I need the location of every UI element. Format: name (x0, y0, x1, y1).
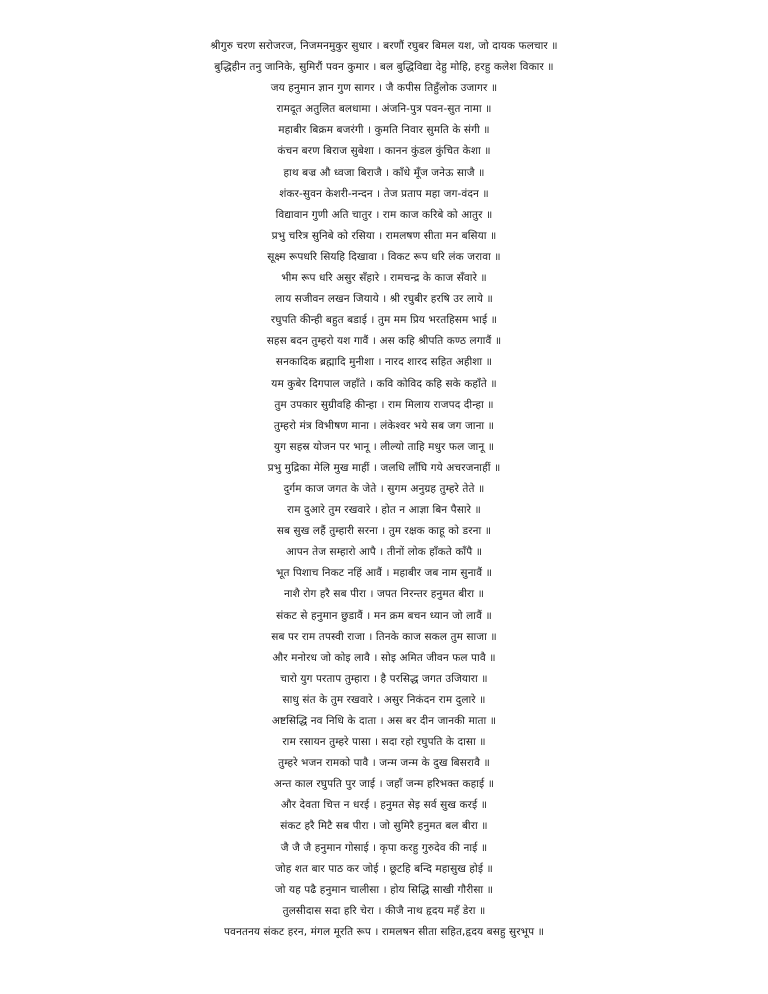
verse-line-27: नाशै रोग हरै सब पीरा । जपत निरन्तर हनुमत बीरा ॥ (283, 588, 484, 601)
verse-line-4: रामदूत अतुलित बलधामा । अंजनि-पुत्र पवन-सुत नामा ॥ (276, 103, 492, 116)
verse-line-5: महाबीर बिक्रम बजरंगी । कुमति निवार सुमति के संगी ॥ (278, 124, 490, 137)
verse-line-22: दुर्गम काज जगत के जेते । सुगम अनुग्रह तुम्हरे तेते ॥ (283, 482, 485, 495)
verse-line-33: अष्टसिद्धि नव निधि के दाता । अस बर दीन जानकी माता ॥ (271, 715, 497, 727)
verse-line-2: बुद्धिहीन तनु जानिके, सुमिरौं पवन कुमार । बल बुद्धिविद्या देहु मोहि, हरहु कलेश विकार ॥ (214, 61, 554, 74)
verse-line-17: यम कुबेर दिगपाल जहाँते । कवि कोविद कहि सके कहाँते ॥ (271, 377, 497, 390)
verse-line-13: लाय सजीवन लखन जियाये । श्री रघुबीर हरषि उर लाये ॥ (275, 293, 493, 306)
verse-line-19: तुम्हरो मंत्र विभीषण माना । लंकेश्वर भये सब जग जाना ॥ (273, 419, 495, 432)
verse-line-36: अन्त काल रघुपति पुर जाई । जहाँ जन्म हरिभक्त कहाई ॥ (273, 778, 495, 791)
verse-line-31: चारो युग परताप तुम्हारा । है परसिद्ध जगत उजियारा ॥ (280, 672, 488, 685)
verse-line-10: प्रभु चरित्र सुनिबे को रसिया । रामलषण सीता मन बसिया ॥ (271, 229, 497, 242)
verse-line-43: पवनतनय संकट हरन, मंगल मूरति रूप । रामलषन सीता सहित,हृदय बसहु सुरभूप ॥ (223, 925, 545, 938)
verse-line-3: जय हनुमान ज्ञान गुण सागर । जै कपीस तिहुँलोक उजागर ॥ (270, 82, 498, 95)
verse-line-9: विद्यावान गुणी अति चातुर । राम काज करिबे को आतुर ॥ (275, 208, 493, 221)
verse-line-38: संकट हरै मिटै सब पीरा । जो सुमिरै हनुमत बल बीरा ॥ (280, 820, 488, 833)
verse-line-26: भूत पिशाच निकट नहिं आवैं । महाबीर जब नाम सुनावैं ॥ (276, 567, 492, 580)
verse-line-15: सहस बदन तुम्हरो यश गावैं । अस कहि श्रीपति कण्ठ लगावैं ॥ (266, 335, 502, 348)
verse-line-1: श्रीगुरु चरण सरोजरज, निजमनमुकुर सुधार । बरणौं रघुबर बिमल यश, जो दायक फलचार ॥ (210, 40, 558, 52)
verse-line-8: शंकर-सुवन केशरी-नन्दन । तेज प्रताप महा जग-वंदन ॥ (279, 187, 489, 200)
verse-line-6: कंचन बरण बिराज सुबेशा । कानन कुंडल कुंचित केशा ॥ (277, 145, 491, 158)
verse-line-24: सब सुख लहैं तुम्हारी सरना । तुम रक्षक काहू को डरना ॥ (276, 525, 492, 538)
verse-line-16: सनकादिक ब्रह्मादि मुनीशा । नारद शारद सहित अहीशा ॥ (275, 356, 493, 369)
verse-line-37: और देवता चित्त न धरई । हनुमत सेइ सर्व सुख करई ॥ (280, 799, 488, 812)
verse-line-14: रघुपति कीन्ही बहुत बडाई । तुम मम प्रिय भरतहिसम भाई ॥ (270, 314, 498, 327)
verse-line-23: राम दुआरे तुम रखवारे । होत न आज्ञा बिन पैसारे ॥ (287, 504, 481, 517)
verse-line-30: और मनोरध जो कोइ लावै । सोइ अमित जीवन फल पावै ॥ (272, 651, 496, 664)
verse-line-12: भीम रूप धरि असुर सँहारे । रामचन्द्र के काज सँवारे ॥ (281, 272, 487, 285)
verse-line-32: साधु संत के तुम रखवारे । असुर निकंदन राम दुलारे ॥ (282, 693, 486, 706)
verse-line-11: सूक्ष्म रूपधरि सियहि दिखावा । विकट रूप धरि लंक जरावा ॥ (267, 250, 501, 263)
verse-line-39: जै जै जै हनुमान गोसाई । कृपा करहु गुरुदेव की नाई ॥ (280, 841, 488, 854)
verse-line-29: सब पर राम तपस्वी राजा । तिनके काज सकल तुम साजा ॥ (271, 630, 497, 643)
verse-line-40: जोह शत बार पाठ कर जोई । छूटहि बन्दि महासुख होई ॥ (275, 862, 493, 875)
document-page (0, 36, 768, 943)
verse-line-21: प्रभु मुद्रिका मेलि मुख माहीं । जलधि लाँघि गये अचरजनाहीं ॥ (267, 461, 501, 474)
verse-line-34: राम रसायन तुम्हरे पासा । सदा रहो रघुपति के दासा ॥ (282, 736, 486, 749)
verse-line-20: युग सहस्र योजन पर भानू । लील्यो ताहि मधुर फल जानू ॥ (273, 440, 495, 453)
verse-line-41: जो यह पढै हनुमान चालीसा । होय सिद्धि साखी गौरीसा ॥ (274, 883, 494, 896)
verse-line-7: हाथ बज्र औ ध्वजा बिराजै । काँधे मूँज जनेऊ साजै ॥ (283, 166, 485, 179)
verse-line-42: तुलसीदास सदा हरि चेरा । कीजै नाथ हृदय महँ डेरा ॥ (282, 904, 486, 917)
verse-line-18: तुम उपकार सुग्रीवहि कीन्हा । राम मिलाय राजपद दीन्हा ॥ (274, 398, 494, 411)
verse-line-35: तुम्हरे भजन रामको पावै । जन्म जन्म के दुख बिसरावै ॥ (278, 757, 490, 770)
verse-line-28: संकट से हनुमान छुडावैं । मन क्रम बचन ध्यान जो लावैं ॥ (276, 609, 492, 622)
verse-line-25: आपन तेज सम्हारो आपै । तीनों लोक हाँकते काँपै ॥ (285, 546, 483, 559)
